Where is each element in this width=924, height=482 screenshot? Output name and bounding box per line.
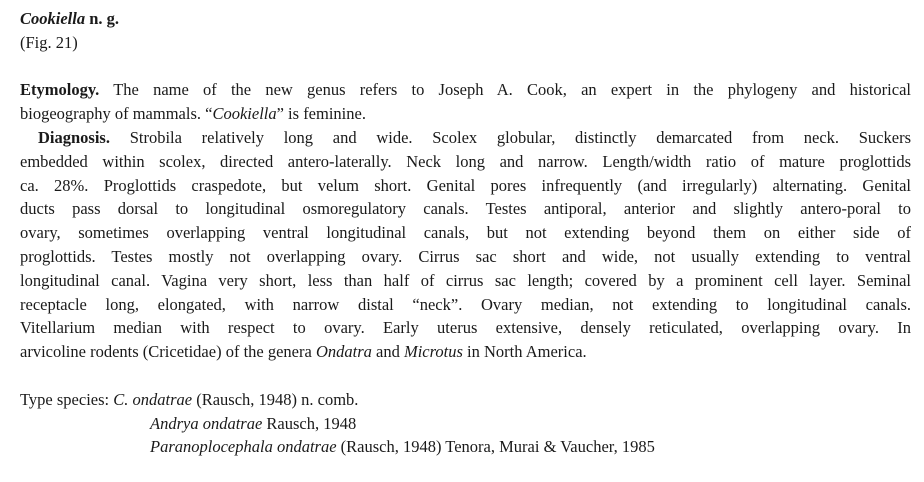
synonym-2-authority: (Rausch, 1948) Tenora, Murai & Vaucher, 1985 — [336, 437, 655, 457]
etymology-line-1 — [20, 78, 911, 102]
genus-suffix: n. g. — [85, 9, 120, 28]
spacer — [20, 55, 911, 79]
diagnosis-line: ovary, sometimes overlapping ventral longitudinal canals, but not extending beyond them on either side of — [20, 223, 911, 243]
synonym-1 — [20, 412, 911, 436]
diagnosis-last-text-b: and — [371, 342, 404, 362]
synonym-1-authority: Rausch, 1948 — [262, 413, 357, 433]
etymology-heading: Etymology. — [20, 80, 100, 100]
type-species-name: C. ondatrae — [113, 389, 193, 409]
diagnosis-last-line — [20, 340, 911, 364]
diagnosis-line: longitudinal canal. Vagina very short, less than half of cirrus sac length; covered by a prominent cell layer. Seminal — [20, 270, 911, 290]
document-page — [20, 7, 911, 459]
genus-title — [20, 7, 911, 31]
diagnosis-last-text-c: in North America. — [462, 342, 587, 362]
diagnosis-heading: Diagnosis. — [38, 127, 110, 147]
type-species-line — [20, 388, 911, 412]
diagnosis-line-1 — [20, 126, 911, 150]
etymology-line-2 — [20, 102, 911, 126]
genus-name: Cookiella — [20, 9, 86, 28]
diagnosis-line: embedded within scolex, directed antero-laterally. Neck long and narrow. Length/width ratio of mature proglottids — [20, 151, 911, 171]
diagnosis-last-text-a: arvicoline rodents (Cricetidae) of the genera — [20, 342, 316, 362]
diagnosis-line: ca. 28%. Proglottids craspedote, but velum short. Genital pores infrequently (and irregularly) alternating. Genital — [20, 175, 911, 195]
synonym-2-name: Paranoplocephala ondatrae — [150, 437, 337, 457]
spacer — [20, 364, 911, 388]
type-species-authority: (Rausch, 1948) n. comb. — [192, 389, 359, 409]
diagnosis-text-1: Strobila relatively long and wide. Scolex globular, distinctly demarcated from neck. Suckers — [109, 127, 911, 147]
genus-ondatra: Ondatra — [315, 342, 372, 362]
etymology-text-1: The name of the new genus refers to Joseph A. Cook, an expert in the phylogeny and historical — [99, 80, 911, 100]
synonym-2 — [20, 435, 911, 459]
etymology-text-2b: ” is feminine. — [276, 104, 366, 124]
genus-microtus: Microtus — [403, 342, 463, 362]
diagnosis-line: ducts pass dorsal to longitudinal osmoregulatory canals. Testes antiporal, anterior and slightly antero-poral to — [20, 199, 911, 219]
diagnosis-line: proglottids. Testes mostly not overlapping ovary. Cirrus sac short and wide, not usually extending to ventral — [20, 246, 911, 266]
etymology-text-2a: biogeography of mammals. “ — [20, 104, 213, 124]
figure-reference: (Fig. 21) — [20, 32, 78, 52]
type-species-label: Type species: — [20, 389, 114, 409]
synonym-1-name: Andrya ondatrae — [150, 413, 263, 433]
diagnosis-line: receptacle long, elongated, with narrow distal “neck”. Ovary median, not extending to longitudinal canals. — [20, 294, 911, 314]
diagnosis-line: Vitellarium median with respect to ovary. Early uterus extensive, densely reticulated, overlapping ovary. In — [20, 318, 911, 338]
etymology-genus-italic: Cookiella — [212, 104, 277, 124]
